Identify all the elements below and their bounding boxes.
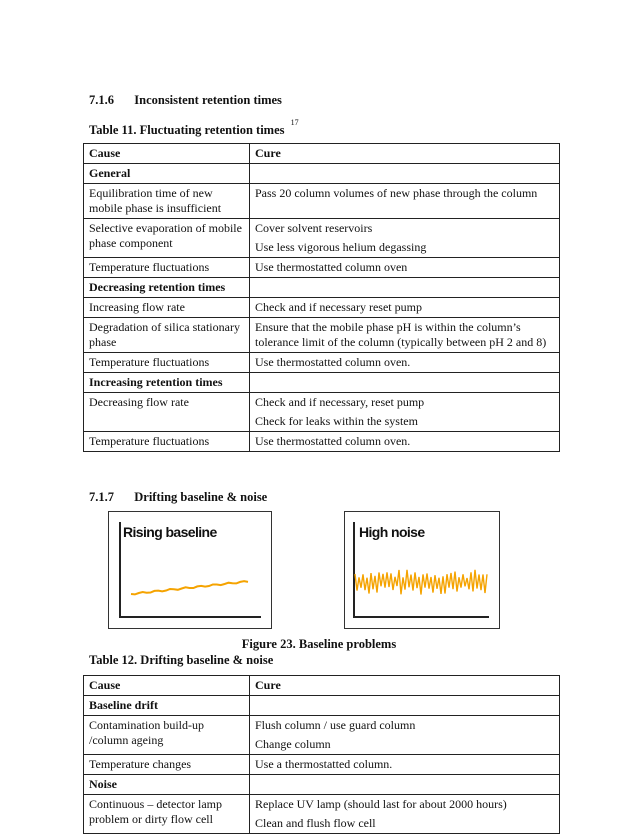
table-12 — [83, 675, 560, 834]
section-number: 7.1.7 — [89, 490, 114, 504]
cure-line: Clean and flush flow cell — [255, 816, 376, 830]
group-row — [84, 164, 560, 184]
cure-line: Check for leaks within the system — [255, 414, 418, 428]
table-row — [84, 219, 560, 258]
section-number: 7.1.6 — [89, 93, 114, 107]
section-heading-7-1-7 — [89, 490, 267, 505]
table-row — [84, 393, 560, 432]
table-row — [84, 755, 560, 775]
cause-cell: Decreasing flow rate — [84, 393, 250, 432]
high-noise-panel — [344, 511, 500, 629]
table-row — [84, 716, 560, 755]
header-cause: Cause — [84, 676, 250, 696]
group-row — [84, 696, 560, 716]
cause-cell: Temperature changes — [84, 755, 250, 775]
header-cause: Cause — [84, 144, 250, 164]
cure-line: Change column — [255, 737, 331, 751]
cure-line: Use less vigorous helium degassing — [255, 240, 427, 254]
cure-cell: Ensure that the mobile phase pH is within the column’s tolerance limit of the column (typically between pH 2 and 8) — [250, 318, 560, 353]
cause-cell: Temperature fluctuations — [84, 353, 250, 373]
table-header-row — [84, 144, 560, 164]
panel-label: High noise — [359, 524, 425, 540]
table-11-caption — [89, 118, 299, 138]
group-general: General — [84, 164, 250, 184]
group-row — [84, 373, 560, 393]
group-baseline-drift: Baseline drift — [84, 696, 250, 716]
table-row — [84, 795, 560, 834]
cause-cell: Increasing flow rate — [84, 298, 250, 318]
cause-cell: Continuous – detector lamp problem or dirty flow cell — [84, 795, 250, 834]
cure-cell — [250, 393, 560, 432]
group-noise: Noise — [84, 775, 250, 795]
table-12-caption: Table 12. Drifting baseline & noise — [89, 653, 274, 667]
group-row — [84, 775, 560, 795]
header-cure: Cure — [250, 144, 560, 164]
cure-cell: Use a thermostatted column. — [250, 755, 560, 775]
cure-cell — [250, 716, 560, 755]
table-row — [84, 298, 560, 318]
table-row — [84, 353, 560, 373]
cure-cell: Pass 20 column volumes of new phase through the column — [250, 184, 560, 219]
group-increasing: Increasing retention times — [84, 373, 250, 393]
group-row — [84, 278, 560, 298]
rising-baseline-panel — [108, 511, 272, 629]
cure-cell: Use thermostatted column oven — [250, 258, 560, 278]
table-row — [84, 258, 560, 278]
high-noise-trace — [345, 512, 499, 628]
cure-line: Cover solvent reservoirs — [255, 221, 373, 235]
figure-23-caption: Figure 23. Baseline problems — [241, 637, 397, 651]
cure-cell — [250, 795, 560, 834]
cure-line: Flush column / use guard column — [255, 718, 416, 732]
cause-cell: Contamination build-up /column ageing — [84, 716, 250, 755]
caption-text: Table 11. Fluctuating retention times — [89, 123, 285, 138]
cure-cell — [250, 219, 560, 258]
cure-cell: Use thermostatted column oven. — [250, 432, 560, 452]
table-row — [84, 432, 560, 452]
cause-cell: Temperature fluctuations — [84, 432, 250, 452]
cure-cell: Use thermostatted column oven. — [250, 353, 560, 373]
cause-cell: Selective evaporation of mobile phase component — [84, 219, 250, 258]
table-row — [84, 318, 560, 353]
cause-cell: Degradation of silica stationary phase — [84, 318, 250, 353]
table-11 — [83, 143, 560, 452]
footnote-marker: 17 — [290, 118, 299, 127]
header-cure: Cure — [250, 676, 560, 696]
table-header-row — [84, 676, 560, 696]
section-title: Drifting baseline & noise — [134, 490, 268, 504]
cure-line: Replace UV lamp (should last for about 2000 hours) — [255, 797, 507, 811]
table-row — [84, 184, 560, 219]
cause-cell: Temperature fluctuations — [84, 258, 250, 278]
cure-cell: Check and if necessary reset pump — [250, 298, 560, 318]
cure-line: Check and if necessary, reset pump — [255, 395, 425, 409]
rising-baseline-trace — [109, 512, 271, 628]
group-decreasing: Decreasing retention times — [84, 278, 250, 298]
section-heading-7-1-6 — [89, 93, 282, 108]
section-title: Inconsistent retention times — [134, 93, 282, 107]
panel-label: Rising baseline — [123, 524, 217, 540]
cause-cell: Equilibration time of new mobile phase is insufficient — [84, 184, 250, 219]
